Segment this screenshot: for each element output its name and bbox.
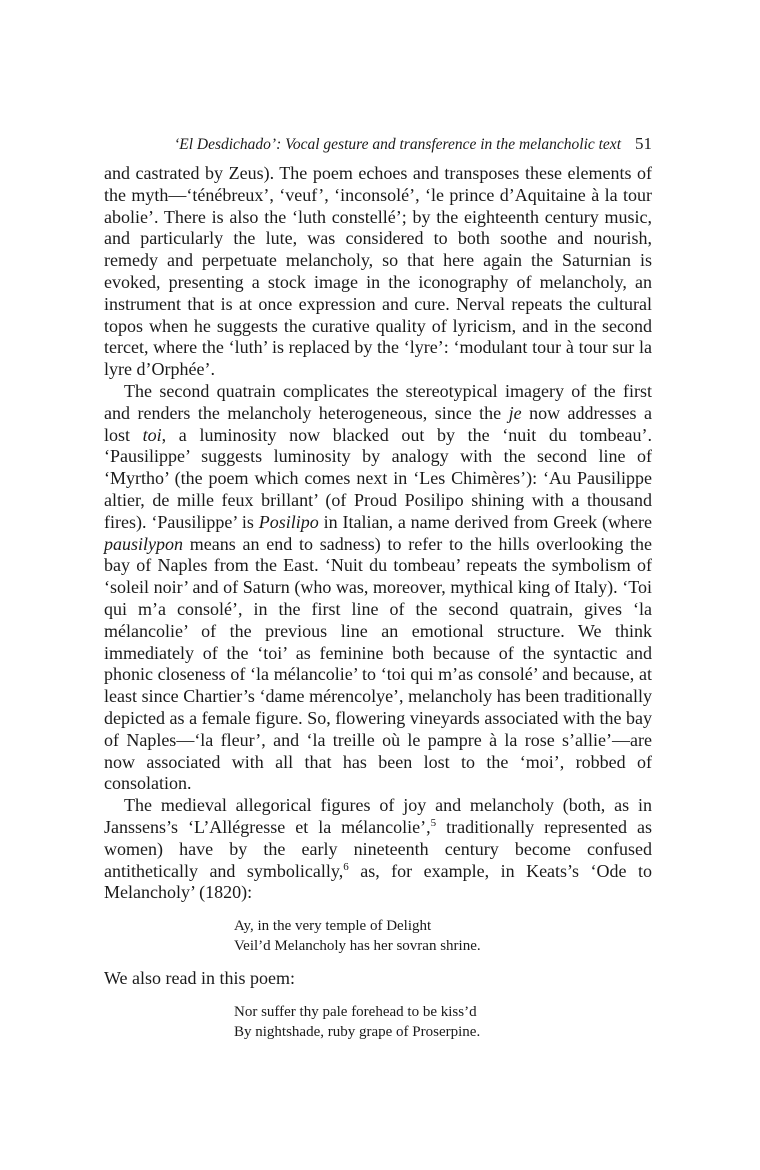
- italic-term: toi: [142, 424, 162, 445]
- block-quote-keats-2: [234, 1002, 652, 1042]
- italic-term: pausilypon: [104, 533, 183, 554]
- text-run: means an end to sadness) to refer to the hills overlooking the bay of Naples from the East. ‘Nuit du tombeau’ repeats the symbolism of ‘soleil noir’ and of Saturn (who was, moreover, mythical king of Italy). ‘Toi qui m’a consolé’, in the first line of the second quatrain, gives ‘la mélancolie’ of the previous line an emotional structure. We think immediately of the ‘toi’ as feminine both because of the syntactic and phonic closeness of ‘la mélancolie’ to ‘toi qui m’as consolé’ and because, at least since Chartier’s ‘dame mérencolye’, melancholy has been traditionally depicted as a female figure. So, flowering vineyards associated with the bay of Naples—‘la fleur’, and ‘la treille où le pampre à la rose s’allie’—are now associated with all that has been lost to the ‘moi’, robbed of consolation.: [104, 533, 652, 794]
- text-run: traditionally represented as women) have by the early nineteenth century become confused antithetically and symbolically,: [104, 816, 652, 881]
- running-title: ‘El Desdichado’: Vocal gesture and transference in the melancholic text: [174, 136, 621, 153]
- body-paragraph: [104, 795, 652, 904]
- text-run: and castrated by Zeus). The poem echoes and transposes these elements of the myth—‘ténébreux’, ‘veuf’, ‘inconsolé’, ‘le prince d’Aquitaine à la tour abolie’. There is also the ‘luth constellé’; by the eighteenth century music, and particularly the lute, was considered to both soothe and nourish, remedy and perpetuate melancholy, so that here again the Saturnian is evoked, presenting a stock image in the iconography of melancholy, an instrument that is at once expression and cure. Nerval repeats the cultural topos when he suggests the curative quality of lyricism, and in the second tercet, where the ‘luth’ is replaced by the ‘lyre’: ‘modulant tour à tour sur la lyre d’Orphée’.: [104, 163, 652, 380]
- quote-line: Veil’d Melancholy has her sovran shrine.: [234, 938, 481, 955]
- quote-line: Ay, in the very temple of Delight: [234, 918, 432, 935]
- text-run: as, for example, in Keats’s ‘Ode to Melancholy’ (1820):: [104, 860, 652, 903]
- quote-line: By nightshade, ruby grape of Proserpine.: [234, 1023, 481, 1040]
- block-quote-keats-1: [234, 916, 652, 956]
- text-run: The medieval allegorical figures of joy and melancholy (both, as in Janssens’s ‘L’Allégresse et la mélancolie’,: [104, 795, 652, 837]
- italic-term: Posilipo: [258, 511, 319, 532]
- page-body: [104, 163, 652, 1054]
- body-paragraphs: [104, 163, 652, 904]
- body-paragraph: [104, 381, 652, 795]
- footnote-marker: 6: [343, 860, 349, 873]
- quote-line: Nor suffer thy pale forehead to be kiss’d: [234, 1003, 477, 1020]
- footnote-marker: 5: [430, 816, 437, 829]
- running-header: [104, 134, 652, 156]
- interlude-text: We also read in this poem:: [104, 968, 296, 989]
- page-number: 51: [635, 134, 652, 153]
- text-run: , a luminosity now blacked out by the ‘nuit du tombeau’. ‘Pausilippe’ suggests luminosity by analogy with the second line of ‘Myrtho’ (the poem which comes next in ‘Les Chimères’): ‘Au Pausilippe altier, de mille feux brillant’ (of Proud Posilipo shining with a thousand fires). ‘Pausilippe’ is: [104, 424, 652, 532]
- text-run: The second quatrain complicates the stereotypical imagery of the first and renders the melancholy heterogeneous, since the: [104, 380, 652, 423]
- italic-term: je: [508, 402, 522, 423]
- text-run: in Italian, a name derived from Greek (where: [318, 511, 652, 532]
- text-run: now addresses a lost: [104, 402, 652, 445]
- body-paragraph: [104, 163, 652, 381]
